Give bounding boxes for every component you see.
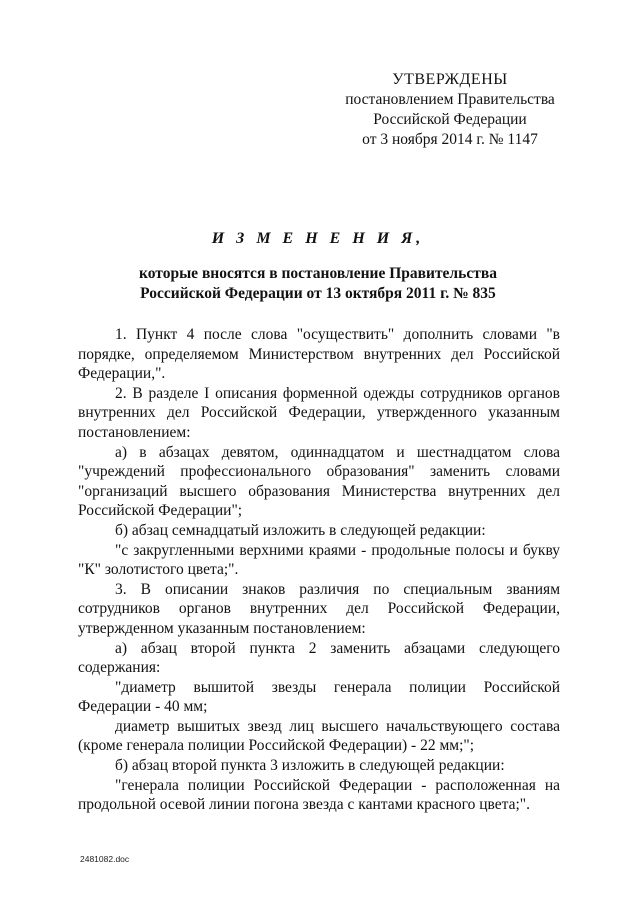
paragraph: 3. В описании знаков различия по специальным званиям сотрудников органов внутренних дел Российской Федерации, утвержденном указанным постановлением: bbox=[78, 580, 560, 637]
approval-line-2: Российской Федерации bbox=[373, 111, 527, 128]
paragraph: а) в абзацах девятом, одиннадцатом и шестнадцатом слова "учреждений профессионального образования" заменить словами "организаций высшего образования Министерства внутренних дел Российской Федерации"; bbox=[78, 443, 560, 520]
title-block bbox=[78, 230, 558, 304]
paragraph: "диаметр вышитой звезды генерала полиции Российской Федерации - 40 мм; bbox=[78, 678, 560, 716]
approval-block bbox=[330, 70, 570, 150]
document-heading: И З М Е Н Е Н И Я, bbox=[211, 230, 425, 247]
paragraph: диаметр вышитых звезд лиц высшего начальствующего состава (кроме генерала полиции Российской Федерации) - 22 мм;"; bbox=[78, 717, 560, 755]
paragraph: "с закругленными верхними краями - продольные полосы и букву "К" золотистого цвета;". bbox=[78, 541, 560, 579]
approval-line-1: постановлением Правительства bbox=[345, 91, 555, 108]
subheading-line-2: Российской Федерации от 13 октября 2011 г. № 835 bbox=[140, 285, 496, 302]
document-body bbox=[78, 325, 560, 815]
file-reference: 2481082.doc bbox=[80, 854, 130, 864]
paragraph: а) абзац второй пункта 2 заменить абзацами следующего содержания: bbox=[78, 639, 560, 677]
paragraph: б) абзац семнадцатый изложить в следующей редакции: bbox=[115, 521, 486, 539]
subheading-line-1: которые вносятся в постановление Правительства bbox=[139, 265, 497, 282]
paragraph: "генерала полиции Российской Федерации - расположенная на продольной осевой линии погона звезда с кантами красного цвета;". bbox=[78, 776, 560, 814]
approval-line-3: от 3 ноября 2014 г. № 1147 bbox=[362, 131, 538, 148]
paragraph: 1. Пункт 4 после слова "осуществить" дополнить словами "в порядке, определяемом Министерством внутренних дел Российской Федерации,". bbox=[78, 326, 560, 383]
paragraph: 2. В разделе I описания форменной одежды сотрудников органов внутренних дел Российской Федерации, утвержденного указанным постановлением: bbox=[78, 384, 560, 441]
paragraph: б) абзац второй пункта 3 изложить в следующей редакции: bbox=[115, 757, 505, 775]
approval-title: УТВЕРЖДЕНЫ bbox=[392, 71, 508, 88]
